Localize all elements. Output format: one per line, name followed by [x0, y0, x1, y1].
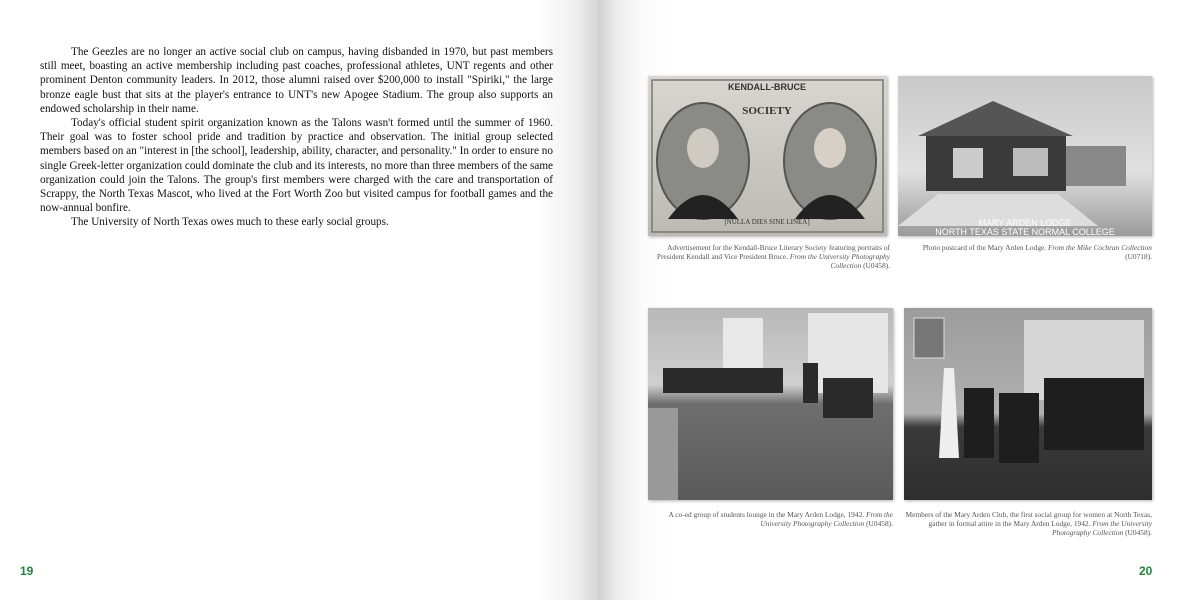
- photo-coed-lounge: [648, 308, 893, 500]
- paragraph: Today's official student spirit organization known as the Talons wasn't formed until the summer of 1960. Their goal was to foster school pride and tradition by practice and observation. The initial group selected members based on an "interest in [the school], leadership, ability, character, and personality." In order to ensure no single Greek-letter organization could dominate the club and its interests, no more than three members of the same organization could join the Talons. The group's first members were charged with the care and transportation of Scrappy, the North Texas Mascot, who lived at the Fort Worth Zoo but visited campus for football games and the now-annual bonfire.: [40, 117, 554, 215]
- paragraph: The University of North Texas owes much to these early social groups.: [71, 216, 389, 229]
- svg-text:NORTH TEXAS STATE NORMAL COLLE: NORTH TEXAS STATE NORMAL COLLEGE: [935, 227, 1115, 236]
- photo-kendall-bruce-ad: [648, 76, 887, 236]
- photo-illustration: [648, 76, 887, 236]
- svg-text:KENDALL-BRUCE: KENDALL-BRUCE: [728, 82, 806, 92]
- photo-mary-arden-club: [904, 308, 1152, 500]
- photo-illustration: [904, 308, 1152, 500]
- page-number: 20: [1139, 564, 1153, 578]
- svg-text:[NULLA DIES SINE LINEA]: [NULLA DIES SINE LINEA]: [724, 218, 810, 226]
- page-number: 19: [20, 564, 34, 578]
- photo-illustration: [898, 76, 1152, 236]
- svg-text:SOCIETY: SOCIETY: [742, 105, 792, 117]
- photo-caption: Photo postcard of the Mary Arden Lodge. From the Mike Cochran Collection (U0718).: [922, 243, 1152, 261]
- photo-mary-arden-lodge-postcard: [898, 76, 1152, 236]
- body-text: [40, 45, 553, 230]
- paragraph: The Geezles are no longer an active social club on campus, having disbanded in 1970, but past members still meet, boasting an active membership including past coaches, professional athletes, UNT regents and other prominent Denton community leaders. In 2012, those alumni raised over $200,000 to install "Spiriki," the large bronze eagle bust that sits at the player's entrance to UNT's new Apogee Stadium. The group also supports an endowed scholarship in their name.: [40, 46, 553, 115]
- photo-caption: Members of the Mary Arden Club, the first social group for women at North Texas, gather in formal attire in the Mary Arden Lodge, 1942. From the University Photography Collection (U0458).: [905, 510, 1152, 537]
- photo-illustration: [648, 308, 893, 500]
- left-page: [0, 0, 598, 600]
- svg-text:MARY ARDEN LODGE: MARY ARDEN LODGE: [978, 218, 1072, 228]
- photo-caption: Advertisement for the Kendall-Bruce Literary Society featuring portraits of President Kendall and Vice President Bruce. From the University Photography Collection (U0458).: [656, 243, 890, 270]
- photo-caption: A co-ed group of students lounge in the Mary Arden Lodge, 1942. From the University Photography Collection (U0458).: [668, 510, 893, 528]
